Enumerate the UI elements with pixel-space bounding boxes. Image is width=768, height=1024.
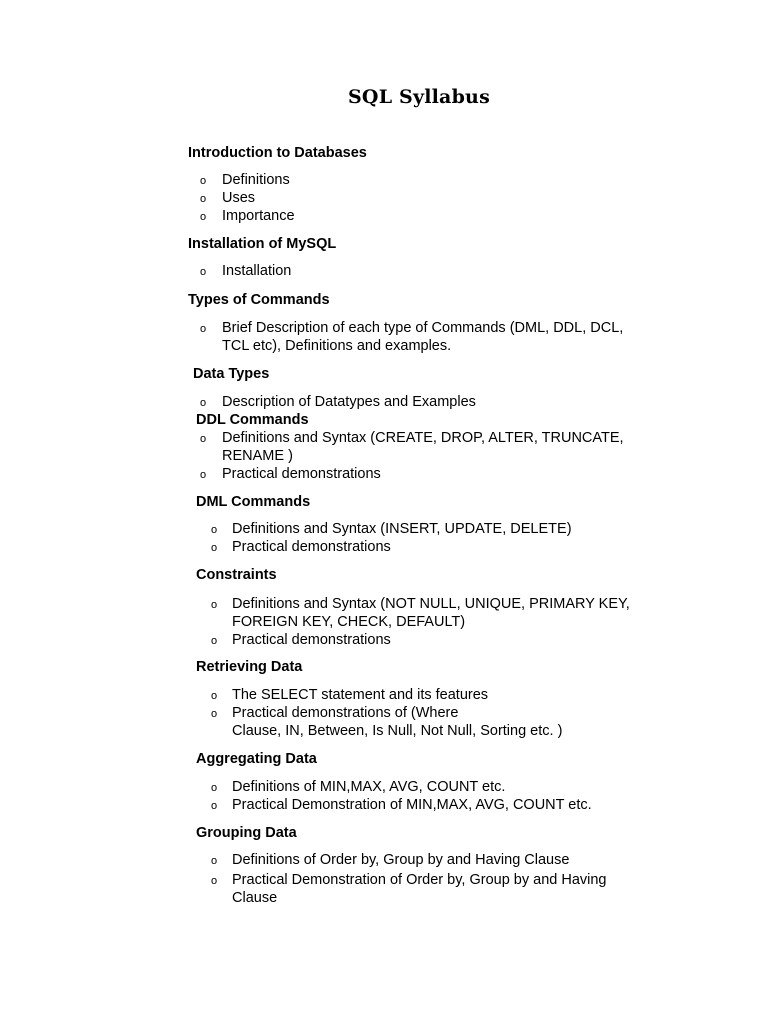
list-item-text: Uses	[222, 190, 256, 206]
list-item-text: Practical Demonstration of MIN,MAX, AVG, COUNT etc.	[232, 797, 592, 813]
bullet-icon: o	[200, 193, 207, 205]
bullet-icon: o	[200, 469, 207, 481]
bullet-icon: o	[211, 524, 218, 536]
list-item-text: Definitions of Order by, Group by and Having Clause	[232, 852, 570, 868]
list-item-text: Practical demonstrations	[232, 539, 391, 555]
bullet-icon: o	[211, 635, 218, 647]
bullet-icon: o	[211, 542, 218, 554]
bullet-icon: o	[200, 266, 207, 278]
list-item-text: Practical demonstrations of (Where	[232, 705, 459, 721]
section-heading-constraints: Constraints	[196, 567, 277, 583]
document-title: SQL Syllabus	[348, 86, 490, 108]
list-item-text: Practical Demonstration of Order by, Group by and Having	[232, 872, 607, 888]
bullet-icon: o	[200, 211, 207, 223]
list-item-text: RENAME )	[222, 448, 293, 464]
bullet-icon: o	[211, 800, 218, 812]
bullet-icon: o	[211, 855, 218, 867]
section-heading-installation-of-mysql: Installation of MySQL	[188, 236, 337, 252]
bullet-icon: o	[200, 397, 207, 409]
list-item-text: The SELECT statement and its features	[232, 687, 489, 703]
section-heading-aggregating-data: Aggregating Data	[196, 751, 317, 767]
bullet-icon: o	[211, 690, 218, 702]
bullet-icon: o	[211, 599, 218, 611]
bullet-icon: o	[211, 708, 218, 720]
list-item-text: Brief Description of each type of Commands (DML, DDL, DCL,	[222, 320, 624, 336]
list-item-text: FOREIGN KEY, CHECK, DEFAULT)	[232, 614, 466, 630]
list-item-text: Practical demonstrations	[232, 632, 391, 648]
section-heading-introduction-to-databases: Introduction to Databases	[188, 145, 367, 161]
bullet-icon: o	[200, 323, 207, 335]
list-item-text: Importance	[222, 208, 295, 224]
section-heading-data-types: Data Types	[193, 366, 270, 382]
bullet-icon: o	[211, 875, 218, 887]
bullet-icon: o	[200, 433, 207, 445]
section-heading-types-of-commands: Types of Commands	[188, 292, 330, 308]
list-item-text: Clause, IN, Between, Is Null, Not Null, Sorting etc. )	[232, 723, 563, 739]
bullet-icon: o	[200, 175, 207, 187]
list-item-text: Definitions	[222, 172, 290, 188]
list-item-text: Installation	[222, 263, 292, 279]
section-heading-ddl-commands: DDL Commands	[196, 412, 309, 428]
section-heading-grouping-data: Grouping Data	[196, 825, 297, 841]
list-item-text: Definitions and Syntax (CREATE, DROP, ALTER, TRUNCATE,	[222, 430, 624, 446]
section-heading-dml-commands: DML Commands	[196, 494, 311, 510]
list-item-text: TCL etc), Definitions and examples.	[222, 338, 452, 354]
bullet-icon: o	[211, 782, 218, 794]
list-item-text: Practical demonstrations	[222, 466, 381, 482]
list-item-text: Definitions and Syntax (NOT NULL, UNIQUE, PRIMARY KEY,	[232, 596, 630, 612]
list-item-text: Clause	[232, 890, 278, 906]
list-item-text: Definitions and Syntax (INSERT, UPDATE, DELETE)	[232, 521, 572, 537]
section-heading-retrieving-data: Retrieving Data	[196, 659, 303, 675]
list-item-text: Definitions of MIN,MAX, AVG, COUNT etc.	[232, 779, 506, 795]
list-item-text: Description of Datatypes and Examples	[222, 394, 476, 410]
